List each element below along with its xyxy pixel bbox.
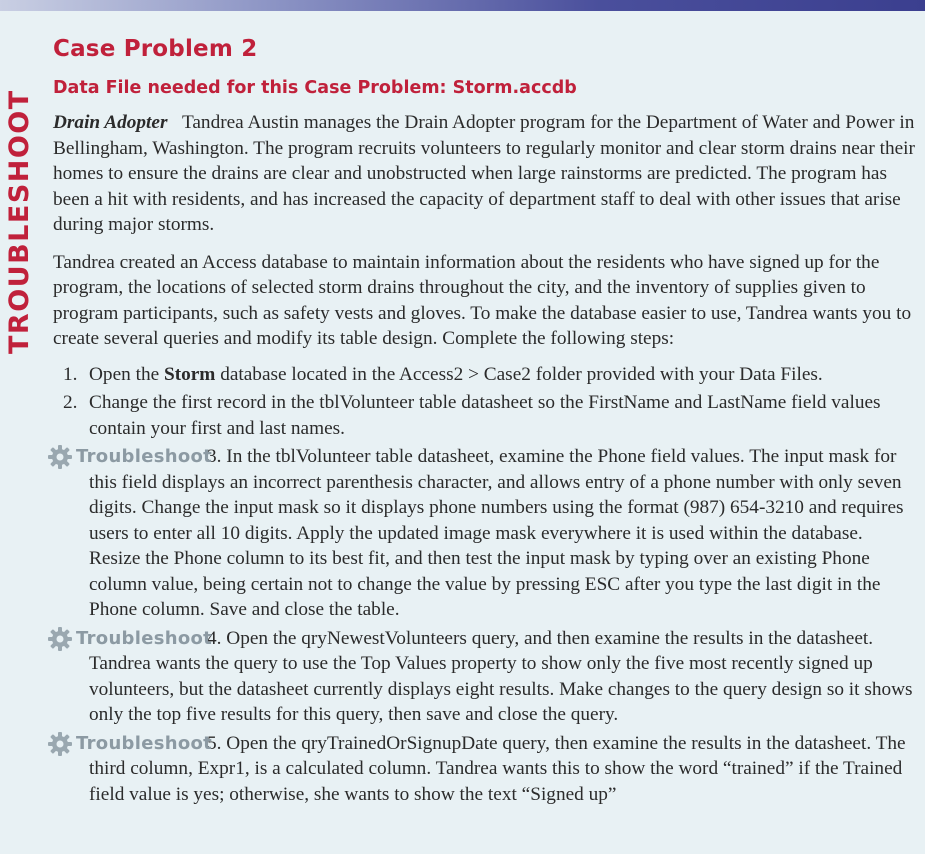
step-4-text: 4. Open the qryNewestVolunteers query, and then examine the results in the datasheet. Tandrea wants the query to use the Top Values property to show only the five most recently signed up volunteers, but the datasheet currently displays eight results. Make changes to the query design so it shows only the top five results for this query, then save and close the query. — [89, 627, 913, 725]
case-problem-content — [53, 36, 918, 810]
troubleshoot-side-label: TROUBLESHOOT — [4, 89, 35, 354]
step-5-text: 5. Open the qryTrainedOrSignupDate query, then examine the results in the datasheet. The third column, Expr1, is a calculated column. Tandrea wants this to show the word “trained” if the Trained field value is yes; otherwise, she wants to show the text “Signed up” — [89, 732, 906, 805]
intro-lead: Drain Adopter — [53, 112, 168, 133]
step-number: 1. — [63, 363, 78, 385]
troubleshoot-tag — [47, 626, 212, 652]
gear-icon — [47, 444, 73, 470]
intro-paragraph — [53, 110, 918, 238]
step-4 — [53, 626, 918, 728]
step-2-text: Change the first record in the tblVolunteer table datasheet so the FirstName and LastName field values contain your first and last names. — [89, 392, 881, 439]
steps-list — [53, 362, 918, 808]
data-file-note: Data File needed for this Case Problem: Storm.accdb — [53, 78, 577, 98]
gear-icon — [47, 626, 73, 652]
step-1 — [53, 362, 918, 388]
step-3-text: 3. In the tblVolunteer table datasheet, examine the Phone field values. The input mask for this field displays an incorrect parenthesis character, and allows entry of a phone number with only seven digits. Change the input mask so it displays phone numbers using the format (987) 654-3210 and requires users to enter all 10 digits. Apply the updated image mask everywhere it is used within the database. Resize the Phone column to its best fit, and then test the input mask by typing over an existing Phone column value, being certain not to change the value by pressing ESC after you type the last digit in the Phone column. Save and close the table. — [89, 446, 904, 620]
step-5 — [53, 731, 918, 808]
step-1-bold: Storm — [163, 363, 216, 385]
step-number: 2. — [63, 392, 78, 413]
troubleshoot-tag — [47, 731, 212, 757]
step-1-pre: Open the — [89, 363, 164, 385]
page-title: Case Problem 2 — [53, 36, 258, 62]
troubleshoot-word: Troubleshoot — [76, 446, 213, 468]
intro-text: Tandrea Austin manages the Drain Adopter program for the Department of Water and Power in Bellingham, Washington. The program recruits volunteers to regularly monitor and clear storm drains near their homes to ensure the drains are clear and unobstructed when large rainstorms are predicted. The program has been a hit with residents, and has increased the capacity of department staff to deal with other issues that arise during major storms. — [53, 112, 915, 235]
step-3 — [53, 444, 918, 623]
step-1-post: database located in the Access2 > Case2 folder provided with your Data Files. — [215, 363, 823, 385]
troubleshoot-tag — [47, 444, 212, 470]
step-2 — [53, 390, 918, 441]
top-color-rule — [0, 0, 925, 11]
setup-paragraph: Tandrea created an Access database to maintain information about the residents who have signed up for the program, the locations of selected storm drains throughout the city, and the inventory of supplies given to program participants, such as safety vests and gloves. To make the database easier to use, Tandrea wants you to create several queries and modify its table design. Complete the following steps: — [53, 251, 912, 349]
side-tab — [0, 11, 40, 854]
troubleshoot-word: Troubleshoot — [76, 732, 213, 754]
troubleshoot-word: Troubleshoot — [76, 627, 213, 649]
gear-icon — [47, 731, 73, 757]
